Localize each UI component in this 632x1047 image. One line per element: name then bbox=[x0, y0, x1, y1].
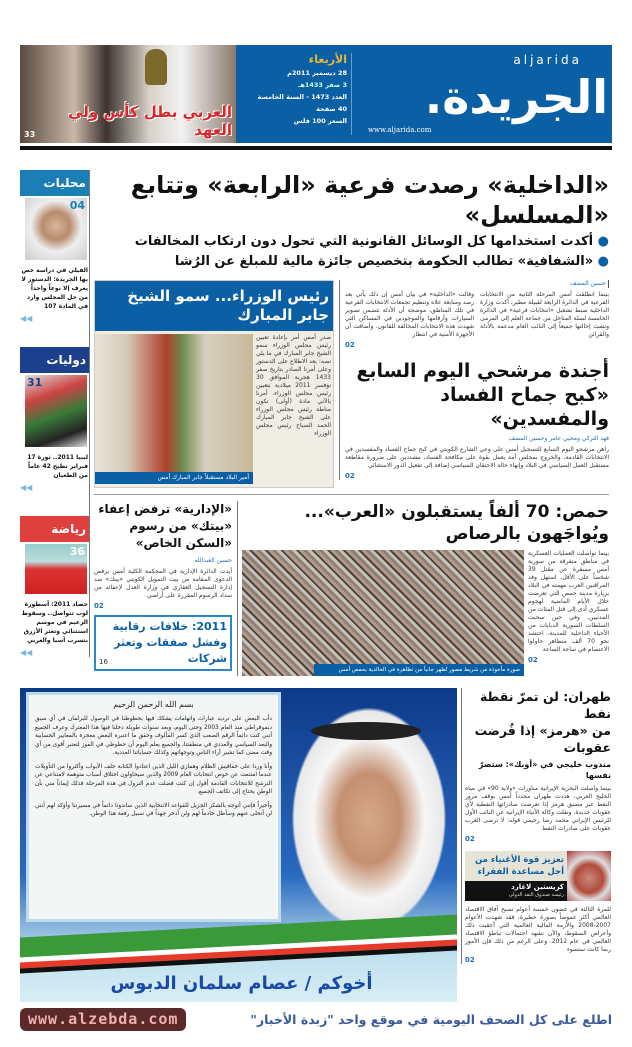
pm-box bbox=[94, 280, 334, 488]
lagarde-author: كريستين لاغارد bbox=[511, 883, 564, 891]
housing-text: أيدت الدائرة الإدارية في المحكمة الكلية أمس برفض الدعوى المقامة من بيت التمويل الكويتي «بيتك» ضد إدارة التسجيل العقاري في وزارة العدل لإعفائه من سداد الرسوم المقررة على أراضي bbox=[94, 568, 232, 599]
sidebar bbox=[20, 170, 90, 657]
price: السعر 100 فلس bbox=[293, 117, 347, 125]
box-2011-headline: 2011: خلافات رقابية وفشل صفقات وتعثر شركات bbox=[112, 620, 227, 665]
lagarde-box-text bbox=[465, 851, 567, 901]
section-local-text[interactable]: الفيلي في دراسة خص بها الجريدة: الدستور لا يعرف إلا نوعاً واحداً من حل المجلس وارد في المادة 107 bbox=[21, 267, 88, 310]
homs-body bbox=[242, 550, 609, 676]
row-1 bbox=[94, 280, 609, 488]
trophy bbox=[145, 49, 167, 85]
footer-slogan: اطلع على كل الصحف اليومية في موقع واحد "زبدة الأخبار" bbox=[250, 1012, 612, 1027]
more-arrow-icon[interactable]: ◀◀ bbox=[20, 314, 33, 323]
ad-text-panel bbox=[26, 692, 281, 922]
ad-text-2: وأنا وردا على خفافيش الظلام وهمازي الليل الذين اعتادوا الكتابة خلف الأبواب وأكثروا من التأويلات عندما امتنعت عن خوض انتخابات العام 2009 والذين سيحاولون اختلاق أسباب متوهمة لامتناعي عن الترشح للانتخابات القادمة أقول إن كنت فضلت عدم النزول في هذه المرحلة فذلك إيماناً مني بأن الوطن يحتاج إلى تكاتف الجميع. bbox=[35, 763, 272, 795]
homs-column bbox=[237, 501, 609, 676]
bullet-text: أكدت استخدامها كل الوسائل القانونية التي تحول دون ارتكاب المخالفات bbox=[134, 234, 594, 249]
main-area bbox=[20, 170, 612, 676]
section-intl bbox=[20, 347, 89, 492]
section-sports-page: 36 bbox=[69, 545, 85, 558]
page-ref[interactable]: 33 bbox=[24, 130, 36, 139]
bullet-text: «الشفافية» تطالب الحكومة بتخصيص جائزة مالية للمبلغ عن الرُشا bbox=[174, 254, 594, 269]
bottom-area bbox=[20, 688, 612, 1002]
ad-top bbox=[26, 692, 457, 922]
housing-headline[interactable]: «الإدارية» ترفض إعفاء «بيتك» من رسوم «السكن الخاص» bbox=[98, 502, 232, 550]
section-intl-header[interactable]: دوليات bbox=[20, 347, 89, 373]
footer bbox=[20, 1008, 612, 1031]
logo-ar: الجريدة. bbox=[424, 69, 608, 124]
flag-band bbox=[20, 922, 457, 966]
agenda-byline: فهد التركي ومحيي عامر وحسين المضف bbox=[508, 435, 609, 442]
section-local-page: 04 bbox=[69, 199, 85, 212]
lagarde-text: للمرة الثالثة في غضون خمسة أعوام تصبح آفاق الاقتصاد العالمي أكثر غموضاً بصورة خطيرة، فقد شهدت الأعوام 2007-2008 والأزمة المالية العالمية التي أعقبت ذلك وأعراض السقوط، والآن نشهد احتمالات تباطؤ الاقتصاد العالمي في عام 2012. وعلى الرغم من ذلك فإن الأمور ربما كانت ستسوء bbox=[465, 906, 612, 953]
pages: 40 صفحة bbox=[316, 105, 347, 113]
lead-text-col-left bbox=[345, 291, 474, 349]
basmala: بسم الله الرحمن الرحيم bbox=[113, 700, 194, 709]
bottom-right-column bbox=[461, 688, 611, 964]
section-local-header[interactable]: محليات bbox=[20, 170, 89, 196]
homs-photo[interactable] bbox=[242, 550, 524, 676]
more-arrow-icon[interactable]: ◀◀ bbox=[20, 648, 33, 657]
main-column bbox=[94, 170, 609, 676]
lead-text-b: وقالت «الداخلية» في بيان أمس إن ذلك يأتي بعد رصد ومتابعة علاه وتنظيم تجمعات الانتخابات الفرعية في تلك المناطق، موضحة أن الأدلة تتضمن تصوير السيارات وأرقامها والموجودين في المساكن التي شهدت هذه الانتخابات المخالفة للقانون. وأضافت أن الأجهزة الأمنية في انتظار bbox=[345, 291, 474, 338]
issue: العدد 1473 - السنة الخامسة bbox=[257, 93, 347, 101]
housing-column bbox=[94, 501, 232, 671]
ad-text-1: دأب البعض على ترديد عبارات واتهامات يشكك فيها بحظوظنا في الوصول للبرلمان في أي سبق ديموقراطي منذ العام 2003 وحتى اليوم، وبعد سنوات طويلة دخلنا فيها هذا المعترك وعرف الجميع أنني كنت دائماً الرقم الصعب الذي كسر المألوف وحقق ما اعتبره البعض معجزة بالمعايير الحسابية والبعد السياسي والعددي في منطقتنا، والجميع يعلم اليوم أن حظوظي في الفوز لتعتبر أقوى من أي وقت مضى كما تشير آراء الناس وتوجهاتهم وكذلك حساباتنا العددية. bbox=[35, 716, 272, 756]
section-sports-header[interactable]: رياضة bbox=[20, 516, 89, 542]
logo-en: aljarida bbox=[513, 53, 582, 67]
tehran-text: بينما واصلت البحرية الإيرانية مناورات «ولاية 90» في مياه الخليج العربي، هددت طهران مجدداً أمس بوقف مرور النفط عبر مضيق هرمز إذا تعرضت صادراتها النفطية لأي عقوبات جديدة. ونقلت وكالة الأنباء الإيرانية عن النائب الأول للرئيس الإيراني محمد رضا رحيمي قوله: لا ترضى الغرب عقوبات على صادرات النفط bbox=[465, 785, 611, 832]
section-sports-text[interactable]: حصاد 2011: أسطورة لوب تتواصل.. وسقوط الزعيم في موسم استثنائي وتعثر الأزرق بتسرب آسيا والعربي bbox=[21, 601, 88, 644]
agenda-headline-1[interactable]: أجندة مرشحي اليوم السابع bbox=[356, 360, 609, 382]
tehran-headline-1[interactable]: طهران: لن تمرّ نقطة نفط bbox=[479, 689, 611, 721]
agenda-more-link[interactable]: 02 bbox=[345, 472, 355, 480]
masthead bbox=[236, 45, 612, 143]
bullet-icon: ● bbox=[597, 254, 609, 269]
date-gregorian: 28 ديسمبر 2011م bbox=[287, 69, 347, 77]
housing-byline: حسين العبدالله bbox=[194, 557, 232, 564]
lead-headline[interactable]: «الداخلية» رصدت فرعية «الرابعة» وتتابع «المسلسل» bbox=[130, 171, 609, 229]
lagarde-name-bar bbox=[465, 881, 567, 901]
pm-body bbox=[95, 331, 333, 487]
website[interactable]: www.aljarida.com bbox=[368, 126, 432, 134]
section-intl-text[interactable]: ليبيا 2011.. ثورة 17 فبراير تطيح 42 عاماً من الطغيان bbox=[27, 454, 88, 479]
masthead-row bbox=[20, 45, 612, 143]
lagarde-box[interactable] bbox=[465, 851, 611, 901]
agenda-text: راهن مرشحو اليوم السابع للتسجيل أمس على وعي الشارع الكويتي في كبح جماح الفساد والمفسدين في الانتخابات القادمة، والخروج بمجلس أمة يعمل بقوة على مكافحة الفساد، مشددين على ضرورة مقاطعة مستقبل العمل السياسي في البلاد وإنهاء حالة الاحتقان السياسي إضافة إلى تفعيل الدور الاستثنائي bbox=[345, 446, 609, 469]
section-local-photo[interactable] bbox=[25, 198, 87, 260]
box-2011[interactable] bbox=[94, 615, 232, 671]
lagarde-more-link[interactable]: 02 bbox=[465, 956, 475, 964]
homs-text: بينما تواصلت العمليات العسكرية في مناطق متفرقة من سورية أمس مسفرة عن مقتل 39 شخصاً على الأقل، استهل وفد المراقبين العرب مهمته في البلاد بزيارة مدينة حمص التي تعرضت خلال الأيام الماضية لهجوم عسكري أدى إلى قتل المئات من المدنيين. وفي حين سحبت السلطات السورية الدبابات من الأحياء الداخلية للمدينة، احتشد نحو 70 ألف متظاهر حاولوا الاعتصام في ساحة الساعة bbox=[528, 550, 609, 653]
footer-url[interactable]: www.alzebda.com bbox=[20, 1008, 186, 1031]
housing-more-link[interactable]: 02 bbox=[94, 602, 104, 610]
section-sports-photo[interactable] bbox=[25, 544, 87, 594]
masthead-info bbox=[240, 53, 352, 135]
masthead-rule bbox=[20, 146, 612, 150]
date-hijri: 3 صفر 1433هـ bbox=[298, 81, 347, 89]
bullet-icon: ● bbox=[597, 234, 609, 249]
pm-photo[interactable] bbox=[95, 334, 253, 484]
pm-text: صدر أمس أمر بإعادة تعيين رئيس مجلس الوزراء سمو الشيخ جابر المبارك في ما يلي نصه: بعد الاطلاع على الدستور وعلى أمرنا الصادر بتاريخ صفر 1433 هجرية الموافق 30 نوفمبر 2011 ميلادية بتعيين رئيس مجلس الوزراء. أمرنا بالآتي مادة (أولى) تكون مناطة رئيس مجلس الوزراء على الشيخ جابر المبارك الحمد الصباح رئيس مجلس الوزراء bbox=[256, 334, 331, 437]
lagarde-photo bbox=[567, 851, 611, 901]
lead-more-link[interactable]: 02 bbox=[345, 341, 355, 349]
lead-text-columns bbox=[345, 291, 609, 349]
homs-headline[interactable]: حمص: 70 ألفاً يستقبلون «العرب»... ويُواجَهون بالرصاص bbox=[304, 502, 609, 544]
campaign-ad[interactable] bbox=[20, 688, 457, 1002]
box-2011-page: 16 bbox=[99, 658, 108, 666]
pm-headline[interactable]: رئيس الوزراء... سمو الشيخ جابر المبارك bbox=[95, 281, 333, 331]
logo-block bbox=[352, 53, 608, 135]
agenda-headline-2[interactable]: «كبح جماح الفساد والمفسدين» bbox=[440, 384, 609, 430]
lead-bullet-1 bbox=[94, 233, 609, 250]
ad-signature: أخوكم / عصام سلمان الدبوس bbox=[110, 973, 373, 994]
section-local bbox=[20, 170, 89, 323]
pm-photo-caption: أمير البلاد مستقبلاً جابر المبارك أمس bbox=[95, 472, 253, 484]
agal bbox=[311, 722, 421, 740]
lead-byline: حسين المضف bbox=[345, 280, 609, 288]
top-photo[interactable] bbox=[20, 45, 236, 143]
section-sports bbox=[20, 516, 89, 657]
homs-more-link[interactable]: 02 bbox=[528, 656, 538, 664]
section-intl-photo[interactable] bbox=[25, 375, 87, 447]
homs-photo-caption: صورة مأخوذة من شريط مصور تُظهر جانباً من تظاهرة في الخالدية بحمص أمس bbox=[314, 664, 524, 676]
tehran-more-link[interactable]: 02 bbox=[465, 835, 475, 843]
homs-text-column bbox=[528, 550, 609, 676]
candidate-portrait bbox=[281, 692, 457, 922]
more-arrow-icon[interactable]: ◀◀ bbox=[20, 483, 33, 492]
lead-bullet-2 bbox=[94, 253, 609, 270]
section-intl-page: 31 bbox=[27, 376, 43, 389]
tehran-headline-2[interactable]: من «هرمز» إذا فُرضت عقوبات bbox=[474, 723, 611, 755]
rule bbox=[94, 494, 609, 495]
tehran-subheadline: مندوب خليجي في «أوبك»: ستضرّ نفسها bbox=[478, 760, 611, 780]
row-2 bbox=[94, 501, 609, 676]
top-photo-caption-row bbox=[24, 103, 232, 139]
lagarde-headline: تعزيز قوة الأغنياء من أجل مساعدة الفقراء bbox=[475, 855, 564, 877]
lead-text-a: بينما انطلقت أمس المرحلة الثانية من الانتخابات الفرعية في الدائرة الرابعة لقبيلة مطير، أكدت وزارة الداخلية ضبط تشغيل «انتخابات فرعية» في الدائرة الخامسة لسلة المتاخل من جماعة العلم إلى المرمى ونشت إحالتها جميعاً إلى النائب العام مدعمة بالأدلة والقرائن bbox=[480, 291, 609, 338]
lagarde-role: رئيسة صندوق النقد الدولي bbox=[508, 892, 564, 898]
top-photo-caption[interactable]: العربي بطل كأس ولي العهد bbox=[68, 103, 232, 139]
lead-right-column bbox=[339, 280, 609, 480]
day: الأربعاء bbox=[308, 53, 347, 66]
ad-text-3: وأخيراً فإنني أتوجه بالشكر الجزيل للقواعد الانتخابية الذين ساندونا دائماً في مسيرتنا وأؤكد لهم أنني لن أتخلى عنهم وسأظل خادماً لهم ولن أدخر جهداً في سبيل رفعة هذا الوطن. bbox=[35, 802, 272, 817]
